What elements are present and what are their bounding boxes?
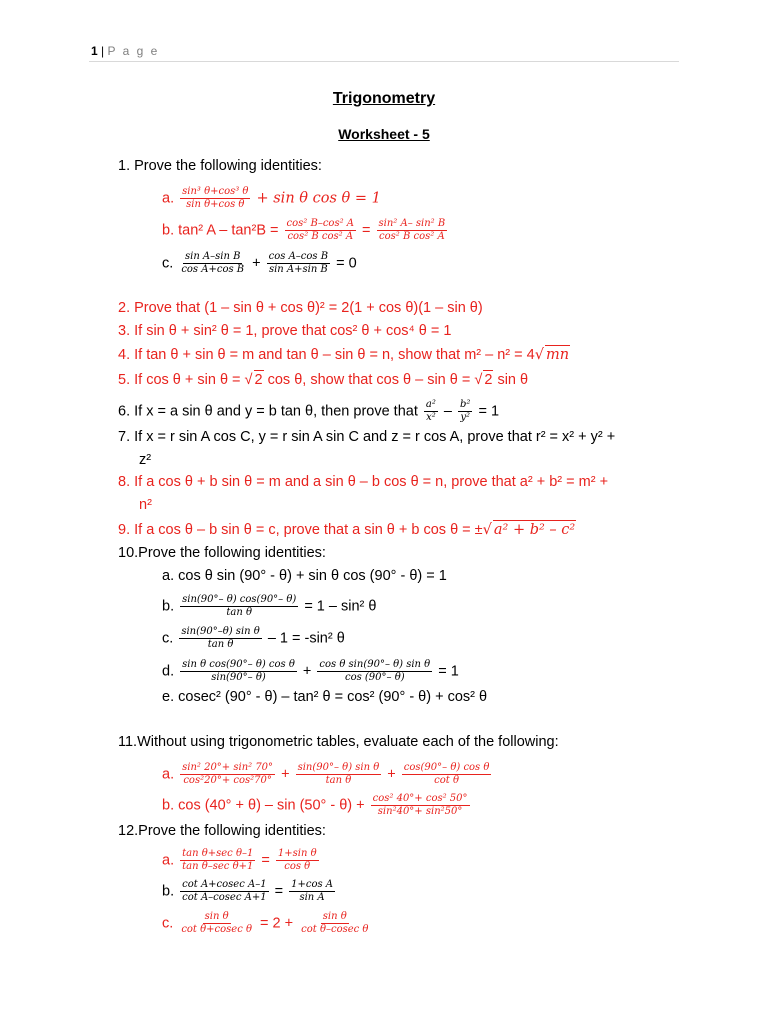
expression: cosec² (90° - θ) – tan² θ = cos² (90° - θ) + cos² θ — [178, 689, 488, 705]
numerator: cot A+cosec A–1 — [182, 879, 267, 890]
numerator: sin(90°–θ) sin θ — [181, 626, 260, 637]
plus-sign: + — [281, 766, 290, 783]
fraction — [402, 762, 492, 787]
expression: + sin θ cos θ = 1 — [256, 190, 381, 207]
question-text: 9. If a cos θ – b sin θ = c, prove that a sin θ + b cos θ = ± — [118, 522, 483, 538]
question-11a — [162, 762, 493, 787]
expression: = 0 — [336, 255, 357, 272]
question-1c — [162, 251, 357, 276]
numerator: cos θ sin(90°– θ) sin θ — [319, 659, 431, 670]
item-label: a. — [162, 766, 175, 783]
item-label: b. — [162, 598, 175, 615]
fraction — [296, 762, 382, 787]
item-label: a. — [162, 852, 175, 869]
denominator: cot θ — [434, 775, 460, 786]
question-10d — [162, 659, 459, 684]
document-title: Trigonometry — [332, 90, 436, 107]
fraction — [424, 399, 438, 424]
question-text: sin θ — [493, 372, 529, 388]
minus-sign: – — [443, 403, 452, 420]
denominator: tan θ — [226, 607, 253, 618]
expression: = 1 — [438, 663, 459, 680]
page-header — [91, 44, 159, 58]
expression: = 2 + — [260, 915, 294, 932]
expression: – 1 = -sin² θ — [267, 630, 345, 647]
fraction — [285, 218, 356, 243]
denominator: cos θ — [284, 861, 311, 872]
equals: = — [261, 852, 270, 869]
denominator: cos A+cos B — [181, 264, 245, 275]
numerator: sin(90°– θ) cos(90°– θ) — [182, 594, 297, 605]
equals: = — [274, 883, 284, 900]
fraction — [267, 251, 330, 276]
item-label: d. — [162, 663, 175, 680]
denominator: cos²20°+ cos²70° — [183, 775, 272, 786]
equals: = — [362, 222, 371, 239]
fraction — [371, 793, 470, 818]
numerator: cos A–cos B — [268, 251, 329, 262]
question-10: 10.Prove the following identities: — [118, 545, 326, 561]
question-12c — [162, 911, 372, 936]
question-1b — [162, 218, 449, 243]
expression: cos (40° + θ) – sin (50° - θ) + — [178, 797, 365, 814]
question-10c — [162, 626, 345, 651]
expression: tan² A – tan²B = — [178, 222, 279, 239]
denominator: cot θ+cosec θ — [181, 924, 253, 935]
question-text: 5. If cos θ + sin θ = — [118, 372, 245, 388]
fraction — [180, 879, 268, 904]
radicand: 2 — [484, 372, 493, 388]
worksheet-subtitle: Worksheet - 5 — [338, 126, 430, 142]
question-11: 11.Without using trigonometric tables, evaluate each of the following: — [118, 734, 559, 750]
question-10a — [162, 567, 447, 585]
denominator: cot A–cosec A+1 — [182, 892, 267, 903]
fraction — [179, 911, 254, 936]
fraction — [317, 659, 432, 684]
page-separator: | — [97, 44, 108, 58]
numerator: sin θ — [322, 911, 347, 922]
item-label: c. — [162, 255, 174, 272]
question-3: 3. If sin θ + sin² θ = 1, prove that cos² θ + cos⁴ θ = 1 — [118, 323, 452, 339]
item-label: e. — [162, 689, 175, 705]
sqrt-symbol: √ — [534, 347, 544, 363]
radicand: 2 — [254, 372, 263, 388]
numerator: sin θ cos(90°– θ) cos θ — [182, 659, 295, 670]
question-text: 6. If x = a sin θ and y = b tan θ, then prove that — [118, 403, 418, 420]
question-12a — [162, 848, 321, 873]
denominator: cos² B cos² A — [287, 231, 354, 242]
question-10e — [162, 688, 487, 706]
expression: = 1 – sin² θ — [304, 598, 377, 615]
question-8: 8. If a cos θ + b sin θ = m and a sin θ – b cos θ = n, prove that a² + b² = m² + — [118, 474, 609, 490]
denominator: cos (90°– θ) — [344, 672, 405, 683]
fraction — [180, 186, 250, 211]
denominator: sin θ+cos θ — [186, 199, 245, 210]
denominator: sin(90°– θ) — [211, 672, 266, 683]
denominator: tan θ — [325, 775, 352, 786]
question-text: 4. If tan θ + sin θ = m and tan θ – sin θ = n, show that m² – n² = 4 — [118, 347, 535, 363]
question-1: 1. Prove the following identities: — [118, 158, 322, 174]
question-12b — [162, 879, 337, 904]
question-2: 2. Prove that (1 – sin θ + cos θ)² = 2(1 + cos θ)(1 – sin θ) — [118, 300, 483, 316]
fraction — [180, 762, 275, 787]
fraction — [377, 218, 448, 243]
fraction — [180, 848, 255, 873]
sqrt-symbol: √ — [474, 372, 483, 388]
fraction — [179, 626, 261, 651]
denominator: sin A+sin B — [268, 264, 328, 275]
denominator: tan θ–sec θ+1 — [182, 861, 254, 872]
fraction — [179, 251, 246, 276]
sqrt-symbol: √ — [244, 372, 253, 388]
question-8-cont: n² — [139, 497, 152, 513]
fraction — [289, 879, 335, 904]
denominator: tan θ — [207, 639, 234, 650]
denominator: cos² B cos² A — [379, 231, 445, 242]
numerator: sin(90°– θ) sin θ — [297, 762, 380, 773]
question-5 — [118, 370, 528, 389]
item-label: c. — [162, 630, 174, 647]
page-number: 1 — [91, 44, 98, 58]
numerator: cos² B–cos² A — [286, 218, 354, 229]
denominator: x² — [426, 412, 436, 423]
numerator: 1+sin θ — [277, 848, 317, 859]
numerator: sin³ θ+cos³ θ — [182, 186, 249, 197]
item-label: b. — [162, 222, 175, 239]
expression: = 1 — [478, 403, 500, 420]
sqrt-symbol: √ — [482, 522, 492, 538]
numerator: b² — [460, 399, 471, 410]
question-7: 7. If x = r sin A cos C, y = r sin A sin C and z = r cos A, prove that r² = x² + y² + — [118, 429, 616, 445]
fraction — [180, 594, 298, 619]
plus-sign: + — [252, 255, 261, 272]
question-10b — [162, 594, 376, 619]
plus-sign: + — [302, 663, 312, 680]
question-9 — [118, 520, 576, 539]
numerator: 1+cos A — [291, 879, 334, 890]
item-label: c. — [162, 915, 174, 932]
expression: cos θ sin (90° - θ) + sin θ cos (90° - θ) = 1 — [178, 568, 447, 584]
numerator: sin A–sin B — [184, 251, 241, 262]
denominator: sin A — [299, 892, 325, 903]
denominator: cot θ–cosec θ — [301, 924, 369, 935]
fraction — [458, 399, 472, 424]
item-label: b. — [162, 883, 175, 900]
question-4 — [118, 345, 570, 364]
fraction — [180, 659, 297, 684]
question-11b — [162, 793, 472, 818]
radicand: mn — [545, 347, 570, 363]
item-label: a. — [162, 190, 175, 207]
numerator: sin² A– sin² B — [378, 218, 446, 229]
question-1a — [162, 186, 381, 211]
denominator: y² — [460, 412, 471, 423]
denominator: sin²40°+ sin²50° — [377, 806, 463, 817]
item-label: a. — [162, 568, 175, 584]
question-12: 12.Prove the following identities: — [118, 823, 326, 839]
numerator: sin² 20°+ sin² 70° — [182, 762, 274, 773]
header-divider — [89, 61, 679, 62]
item-label: b. — [162, 797, 175, 814]
numerator: cos² 40°+ cos² 50° — [372, 793, 468, 804]
numerator: sin θ — [204, 911, 229, 922]
question-7-cont: z² — [139, 452, 152, 468]
fraction — [299, 911, 370, 936]
numerator: tan θ+sec θ–1 — [182, 848, 254, 859]
radicand: a² + b² – c² — [493, 522, 576, 538]
numerator: a² — [425, 399, 436, 410]
fraction — [276, 848, 319, 873]
question-6 — [118, 399, 499, 424]
plus-sign: + — [387, 766, 396, 783]
question-text: cos θ, show that cos θ – sin θ = — [263, 372, 475, 388]
numerator: cos(90°– θ) cos θ — [403, 762, 490, 773]
page-word: P a g e — [107, 44, 160, 58]
